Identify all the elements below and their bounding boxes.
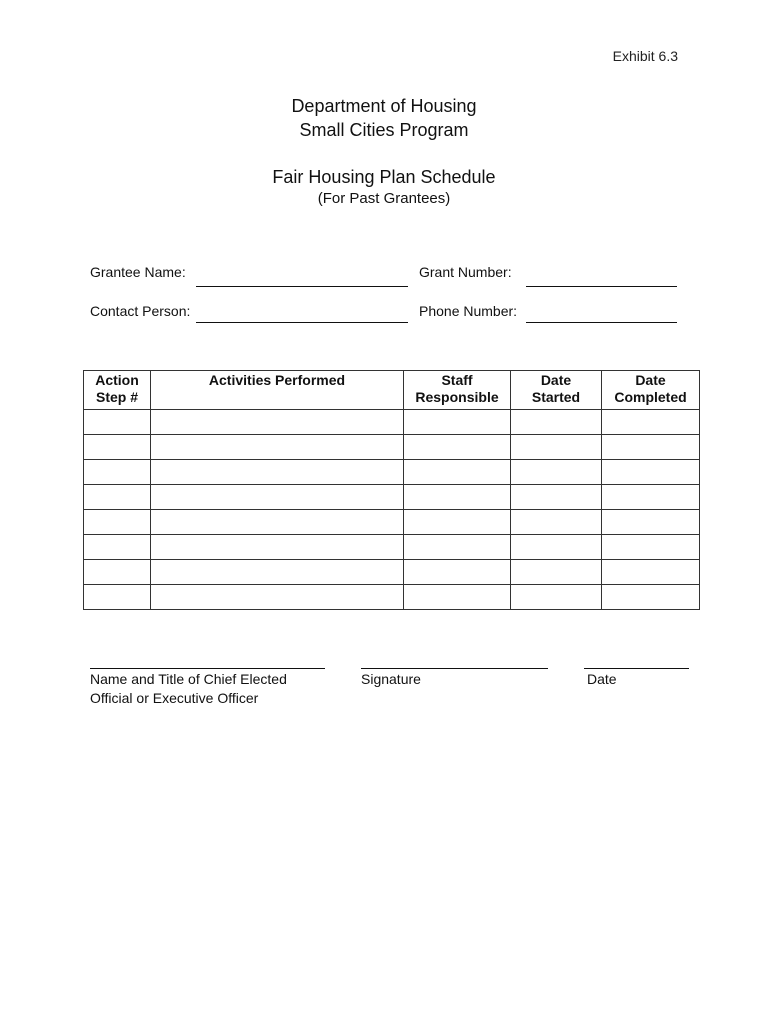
table-cell[interactable] (602, 585, 700, 610)
header-text: Responsible (415, 389, 499, 405)
table-row (84, 410, 700, 435)
header-staff-responsible (404, 371, 511, 410)
phone-number-field[interactable] (526, 322, 677, 323)
schedule-table (83, 370, 700, 610)
table-cell[interactable] (84, 485, 151, 510)
header-block (0, 94, 768, 142)
table-row (84, 510, 700, 535)
header-text: Completed (614, 389, 687, 405)
table-cell[interactable] (602, 535, 700, 560)
header-activities-performed (151, 371, 404, 410)
form-title: Fair Housing Plan Schedule (272, 167, 496, 187)
table-row (84, 560, 700, 585)
table-cell[interactable] (151, 435, 404, 460)
grant-number-field[interactable] (526, 286, 677, 287)
table-cell[interactable] (84, 410, 151, 435)
header-text: Started (531, 389, 581, 405)
header-text: Action (95, 372, 139, 388)
contact-person-field[interactable] (196, 322, 408, 323)
table-cell[interactable] (84, 560, 151, 585)
table-cell[interactable] (602, 460, 700, 485)
table-row (84, 485, 700, 510)
table-cell[interactable] (511, 410, 602, 435)
name-title-signature-line[interactable] (90, 668, 325, 669)
table-cell[interactable] (151, 410, 404, 435)
table-cell[interactable] (511, 460, 602, 485)
table-cell[interactable] (404, 460, 511, 485)
exhibit-number: Exhibit 6.3 (612, 48, 678, 64)
header-text: Staff (441, 372, 473, 388)
table-cell[interactable] (151, 510, 404, 535)
table-cell[interactable] (151, 485, 404, 510)
table-cell[interactable] (84, 435, 151, 460)
signature-line[interactable] (361, 668, 548, 669)
table-cell[interactable] (602, 485, 700, 510)
department-title: Department of Housing (291, 96, 477, 116)
header-text: Date (540, 372, 572, 388)
header-text: Step # (95, 389, 138, 405)
table-cell[interactable] (404, 535, 511, 560)
program-title: Small Cities Program (299, 120, 469, 140)
date-line[interactable] (584, 668, 689, 669)
table-cell[interactable] (511, 535, 602, 560)
header-date-started (511, 371, 602, 410)
name-title-label-line1: Name and Title of Chief Elected (90, 671, 287, 687)
table-cell[interactable] (151, 460, 404, 485)
table-cell[interactable] (151, 535, 404, 560)
table-row (84, 535, 700, 560)
name-title-label (90, 670, 287, 708)
header-date-completed (602, 371, 700, 410)
table-row (84, 435, 700, 460)
header-action-step (84, 371, 151, 410)
header-text: Date (635, 372, 666, 388)
contact-person-label: Contact Person: (90, 303, 191, 319)
table-cell[interactable] (404, 410, 511, 435)
table-cell[interactable] (151, 585, 404, 610)
form-subtitle: (For Past Grantees) (317, 190, 451, 207)
table-header-row (84, 371, 700, 410)
signature-label: Signature (361, 671, 421, 687)
table-cell[interactable] (84, 585, 151, 610)
table-cell[interactable] (151, 560, 404, 585)
table-cell[interactable] (511, 585, 602, 610)
table-cell[interactable] (602, 435, 700, 460)
table-cell[interactable] (602, 560, 700, 585)
table-cell[interactable] (511, 485, 602, 510)
grant-number-label: Grant Number: (419, 264, 512, 280)
table-cell[interactable] (404, 510, 511, 535)
phone-number-label: Phone Number: (419, 303, 518, 319)
table-cell[interactable] (602, 410, 700, 435)
table-cell[interactable] (404, 485, 511, 510)
table-cell[interactable] (84, 460, 151, 485)
table-cell[interactable] (511, 560, 602, 585)
grantee-name-label: Grantee Name: (90, 264, 186, 280)
table-cell[interactable] (602, 510, 700, 535)
table-cell[interactable] (511, 510, 602, 535)
table-cell[interactable] (84, 535, 151, 560)
table-cell[interactable] (404, 435, 511, 460)
name-title-label-line2: Official or Executive Officer (90, 690, 259, 706)
table-cell[interactable] (511, 435, 602, 460)
grantee-name-field[interactable] (196, 286, 408, 287)
table-cell[interactable] (404, 585, 511, 610)
date-label: Date (587, 671, 617, 687)
table-row (84, 460, 700, 485)
table-row (84, 585, 700, 610)
table-cell[interactable] (84, 510, 151, 535)
header-text: Activities Performed (208, 372, 346, 388)
table-cell[interactable] (404, 560, 511, 585)
